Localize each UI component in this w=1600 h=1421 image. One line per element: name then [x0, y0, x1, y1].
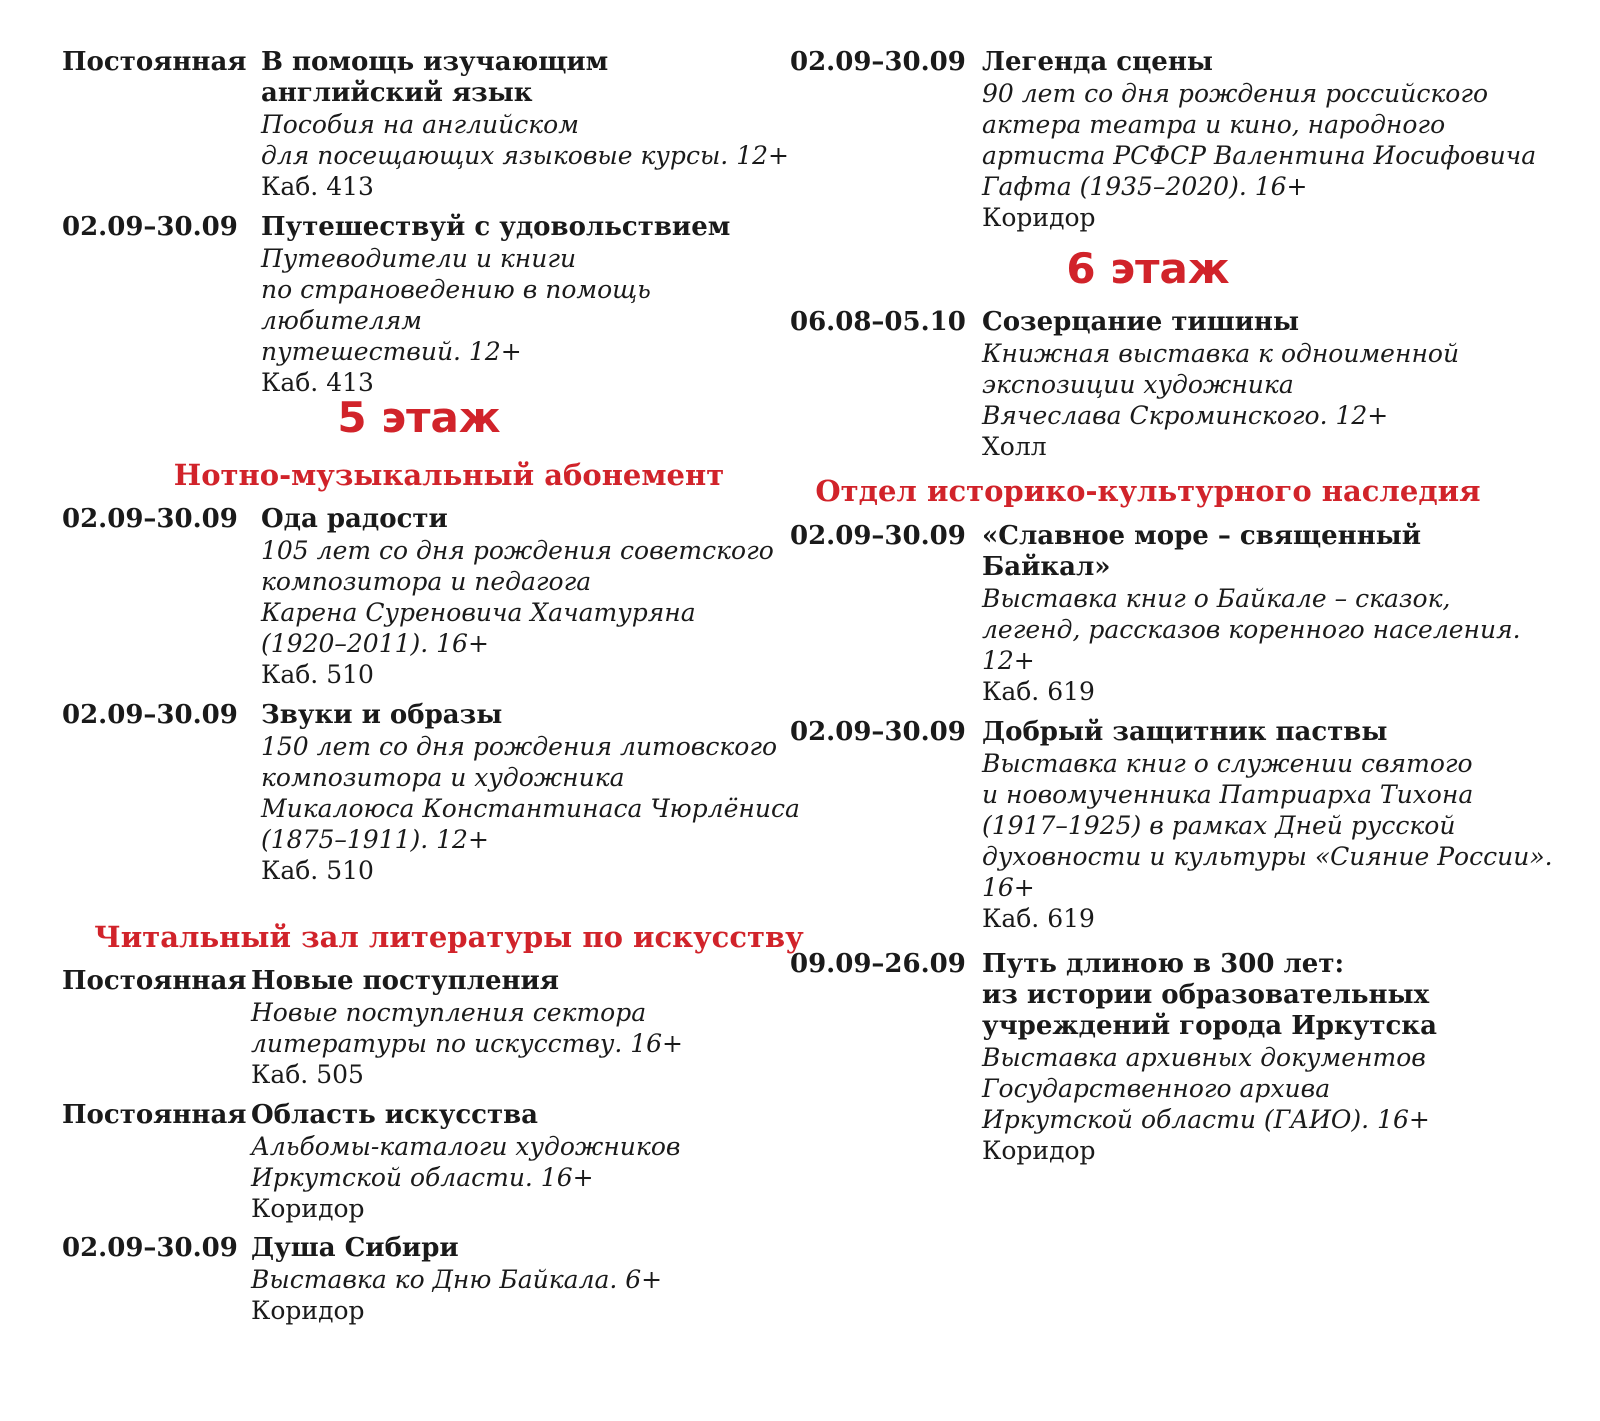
event-location: Каб. 510: [261, 856, 374, 885]
event-description: Пособия на английском для посещающих языковые курсы. 12+: [261, 110, 789, 170]
event-title: Легенда сцены: [982, 47, 1213, 77]
event-date: 02.09–30.09: [62, 700, 238, 730]
event-description: 90 лет со дня рождения российского актера театра и кино, народного артиста РСФСР Валентина Иосифовича Гафта (1935–2020). 16+: [982, 79, 1537, 201]
event-date: 02.09–30.09: [62, 212, 238, 242]
event-date: 02.09–30.09: [790, 521, 966, 551]
event-location: Каб. 510: [261, 660, 374, 689]
event-title: «Славное море – священный Байкал»: [982, 521, 1422, 582]
event-title: Путь длиною в 300 лет: из истории образовательных учреждений города Иркутска: [982, 949, 1437, 1041]
floor-heading: 5 этаж: [337, 393, 501, 442]
event-date: Постоянная: [62, 47, 247, 77]
event-date: Постоянная: [62, 1100, 247, 1130]
event-date: Постоянная: [62, 966, 247, 996]
event-location: Коридор: [982, 1136, 1096, 1165]
section-heading: Отдел историко-культурного наследия: [815, 474, 1481, 508]
event-location: Каб. 413: [261, 368, 374, 397]
event-description: 150 лет со дня рождения литовского композитора и художника Микалоюса Константинаса Чюрлёниса (1875–1911). 12+: [261, 732, 800, 854]
event-description: Выставка архивных документов Государственного архива Иркутской области (ГАИО). 16+: [982, 1043, 1430, 1134]
event-title: Добрый защитник паствы: [982, 717, 1388, 747]
event-title: Ода радости: [261, 504, 448, 534]
event-location: Коридор: [982, 203, 1096, 232]
event-date: 06.08–05.10: [790, 307, 966, 337]
event-description: 105 лет со дня рождения советского композитора и педагога Карена Суреновича Хачатуряна (1920–2011). 16+: [261, 536, 774, 658]
event-title: Область искусства: [251, 1100, 539, 1130]
event-description: Выставка книг о Байкале – сказок, легенд, рассказов коренного населения. 12+: [982, 584, 1521, 675]
event-title: Созерцание тишины: [982, 307, 1300, 337]
event-date: 02.09–30.09: [790, 47, 966, 77]
section-heading: Нотно-музыкальный абонемент: [173, 458, 725, 492]
event-title: Новые поступления: [251, 966, 560, 996]
event-description: Выставка ко Дню Байкала. 6+: [251, 1265, 663, 1294]
event-location: Каб. 505: [251, 1060, 364, 1089]
event-location: Коридор: [251, 1194, 365, 1223]
event-title: В помощь изучающим английский язык: [261, 47, 609, 108]
event-title: Душа Сибири: [251, 1233, 459, 1263]
event-location: Холл: [982, 432, 1047, 461]
event-description: Новые поступления сектора литературы по искусству. 16+: [251, 998, 683, 1058]
event-title: Путешествуй с удовольствием: [261, 212, 731, 242]
floor-heading: 6 этаж: [1066, 244, 1230, 293]
event-description: Выставка книг о служении святого и новомученника Патриарха Тихона (1917–1925) в рамках Дней русской духовности и культуры «Сияние России». 16+: [982, 749, 1553, 902]
event-location: Каб. 413: [261, 172, 374, 201]
event-location: Каб. 619: [982, 677, 1095, 706]
event-description: Книжная выставка к одноименной экспозиции художника Вячеслава Скроминского. 12+: [982, 339, 1460, 430]
event-title: Звуки и образы: [261, 700, 503, 730]
event-description: Путеводители и книги по страноведению в помощь любителям путешествий. 12+: [261, 244, 651, 366]
event-description: Альбомы-каталоги художников Иркутской области. 16+: [251, 1132, 681, 1192]
event-location: Коридор: [251, 1296, 365, 1325]
event-date: 02.09–30.09: [790, 717, 966, 747]
event-date: 09.09–26.09: [790, 949, 966, 979]
event-date: 02.09–30.09: [62, 504, 238, 534]
section-heading: Читальный зал литературы по искусству: [94, 920, 804, 954]
event-location: Каб. 619: [982, 904, 1095, 933]
event-date: 02.09–30.09: [62, 1233, 238, 1263]
